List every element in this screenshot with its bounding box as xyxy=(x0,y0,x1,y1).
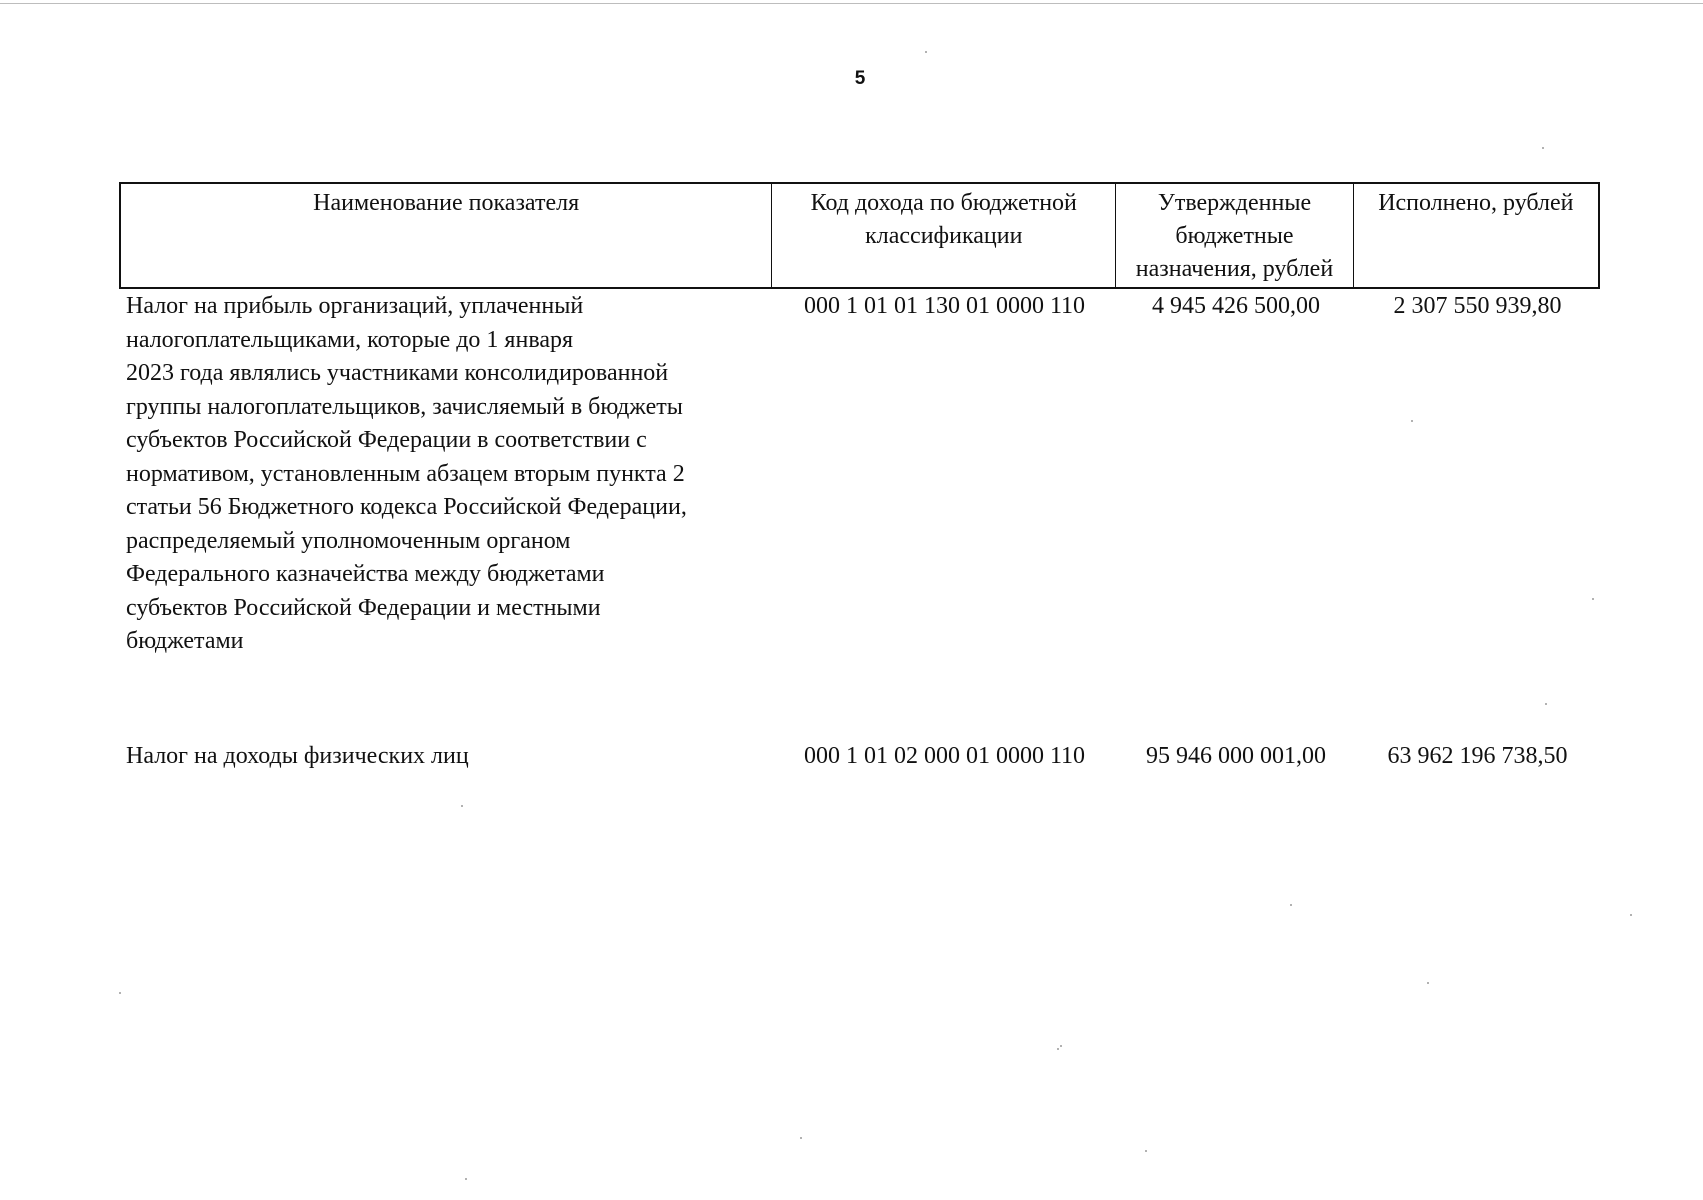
name-line: 2023 года являлись участниками консолидированной xyxy=(126,360,669,386)
name-line: распределяемый уполномоченным органом xyxy=(126,527,571,554)
scan-speck xyxy=(465,1178,467,1180)
scan-speck xyxy=(119,992,121,994)
header-executed: Исполнено, рублей xyxy=(1378,190,1574,216)
scan-speck xyxy=(1060,1045,1062,1047)
name-line: Федерального казначейства между бюджетами xyxy=(126,561,605,587)
scan-speck xyxy=(1411,420,1413,422)
scan-speck xyxy=(800,1137,802,1139)
header-approved-budget: Утвержденные бюджетные назначения, рублей xyxy=(1116,184,1353,287)
name-line: налогоплательщиками, которые до 1 января xyxy=(126,326,574,353)
scan-speck xyxy=(461,805,463,807)
scan-speck xyxy=(1545,703,1547,705)
row-indicator-name xyxy=(119,740,772,774)
scan-speck xyxy=(1290,904,1292,906)
header-indicator-name: Наименование показателя xyxy=(121,184,772,287)
scan-speck xyxy=(1630,914,1632,916)
scan-speck xyxy=(1592,598,1594,600)
row-approved-amount: 4 945 426 500,00 xyxy=(1152,293,1320,319)
table-header xyxy=(119,182,1600,289)
scan-speck xyxy=(1057,1048,1059,1050)
row-income-code: 000 1 01 02 000 01 0000 110 xyxy=(803,743,1086,769)
name-line: Налог на доходы физических лиц xyxy=(126,743,469,769)
row-approved-amount: 95 946 000 001,00 xyxy=(1146,743,1326,769)
table-row xyxy=(119,740,1600,774)
header-income-code: Код дохода по бюджетной классификации xyxy=(772,184,1116,287)
name-line: субъектов Российской Федерации и местными xyxy=(126,594,601,621)
name-line: бюджетами xyxy=(126,628,244,654)
scan-speck xyxy=(925,51,927,53)
row-executed-amount: 2 307 550 939,80 xyxy=(1393,293,1562,319)
name-line: Налог на прибыль организаций, уплаченный xyxy=(126,293,584,319)
page-number: 5 xyxy=(854,68,866,89)
scan-edge-line xyxy=(0,3,1703,4)
scan-speck xyxy=(1427,982,1429,984)
table-row xyxy=(119,290,1600,659)
scan-speck xyxy=(1542,147,1544,149)
row-indicator-name xyxy=(119,290,772,659)
scan-speck xyxy=(1145,1150,1147,1152)
name-line: субъектов Российской Федерации в соответствии с xyxy=(126,427,647,453)
row-income-code: 000 1 01 01 130 01 0000 110 xyxy=(803,293,1086,319)
name-line: группы налогоплательщиков, зачисляемый в бюджеты xyxy=(126,393,683,420)
name-line: статьи 56 Бюджетного кодекса Российской Федерации, xyxy=(126,494,687,520)
row-executed-amount: 63 962 196 738,50 xyxy=(1387,743,1568,769)
name-line: нормативом, установленным абзацем вторым пункта 2 xyxy=(126,460,685,487)
